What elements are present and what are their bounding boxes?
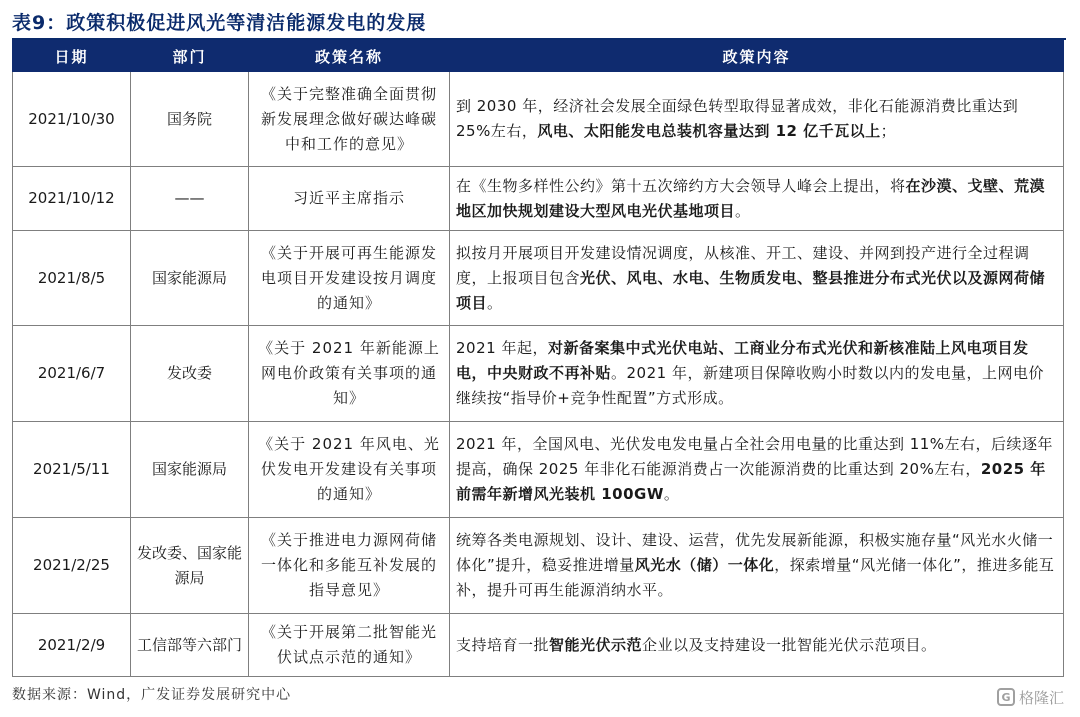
cell-policy-name: 《关于 2021 年风电、光伏发电开发建设有关事项的通知》 [249,422,450,518]
content-text: 到 2030 年，经济社会发展全面绿色转型取得显著成效，非化石能源消费比重达到 25%左右， [456,97,1019,140]
cell-policy-content [450,614,1064,677]
content-highlight: 风光水（储）一体化 [634,556,775,574]
content-highlight: 2025 年前需年新增风光装机 100GW [456,460,1046,503]
cell-dept: 工信部等六部门 [131,614,249,677]
content-highlight: 风电、太阳能发电总装机容量达到 12 亿千瓦以上 [537,122,881,140]
watermark-logo-icon: G [997,688,1015,706]
header-row [13,41,1064,72]
content-text: 。 [487,293,503,312]
header-date: 日期 [13,41,131,72]
cell-policy-name: 《关于开展可再生能源发电项目开发建设按月调度的通知》 [249,231,450,326]
content-text: 拟按月开展项目开发建设情况调度，从核准、开工、建设、并网到投产进行全过程调度，上报项目包含 [456,243,1030,287]
cell-dept: —— [131,167,249,231]
policy-table [12,40,1064,677]
cell-dept: 国家能源局 [131,422,249,518]
content-text: 在《生物多样性公约》第十五次缔约方大会领导人峰会上提出，将 [456,176,906,195]
cell-dept: 国务院 [131,72,249,167]
header-name: 政策名称 [249,41,450,72]
content-text: 统筹各类电源规划、设计、建设、运营，优先发展新能源，积极实施存量“风光水火储一体化”提升，稳妥推进增量 [456,531,1054,574]
cell-policy-name: 习近平主席指示 [249,167,450,231]
cell-policy-name: 《关于 2021 年新能源上网电价政策有关事项的通知》 [249,326,450,422]
table-row [13,614,1064,677]
cell-policy-content [450,231,1064,326]
content-text: ，探索增量“风光储一体化”，推进多能互补，提升可再生能源消纳水平。 [456,556,1055,599]
cell-policy-name: 《关于推进电力源网荷储一体化和多能互补发展的指导意见》 [249,518,450,614]
content-text: 支持培育一批 [456,635,550,654]
cell-date: 2021/10/12 [13,167,131,231]
cell-date: 2021/6/7 [13,326,131,422]
cell-date: 2021/2/9 [13,614,131,677]
content-text: 2021 年，全国风电、光伏发电发电量占全社会用电量的比重达到 11%左右，后续逐年提高，确保 2025 年非化石能源消费占一次能源消费的比重达到 20%左右， [456,435,1054,478]
cell-policy-content [450,422,1064,518]
table-row [13,231,1064,326]
table-row [13,518,1064,614]
content-highlight: 光伏、风电、水电、生物质发电、整县推进分布式光伏以及源网荷储项目 [456,268,1046,312]
cell-dept: 发改委、国家能源局 [131,518,249,614]
table-row [13,72,1064,167]
cell-policy-content [450,72,1064,167]
cell-policy-content [450,518,1064,614]
header-dept: 部门 [131,41,249,72]
watermark-text: 格隆汇 [1018,688,1064,707]
content-text: 企业以及支持建设一批智能光伏示范项目。 [642,635,937,654]
cell-policy-name: 《关于完整准确全面贯彻新发展理念做好碳达峰碳中和工作的意见》 [249,72,450,167]
source-note: 数据来源：Wind，广发证券发展研究中心 [12,687,292,703]
cell-date: 2021/5/11 [13,422,131,518]
header-content: 政策内容 [450,41,1064,72]
table-title: 表9：政策积极促进风光等清洁能源发电的发展 [12,12,427,34]
content-highlight: 对新备案集中式光伏电站、工商业分布式光伏和新核准陆上风电项目发电，中央财政不再补贴 [456,339,1029,382]
cell-policy-content [450,167,1064,231]
content-highlight: 智能光伏示范 [549,635,643,654]
cell-date: 2021/8/5 [13,231,131,326]
content-highlight: 在沙漠、戈壁、荒漠地区加快规划建设大型风电光伏基地项目 [456,176,1046,220]
content-text: 。2021 年，新建项目保障收购小时数以内的发电量，上网电价继续按“指导价+竞争性配置”方式形成。 [456,364,1044,407]
content-text: 。 [735,201,751,220]
table-row [13,326,1064,422]
table-row [13,422,1064,518]
cell-date: 2021/10/30 [13,72,131,167]
cell-policy-content [450,326,1064,422]
content-text: ； [880,122,897,140]
cell-policy-name: 《关于开展第二批智能光伏试点示范的通知》 [249,614,450,677]
cell-dept: 国家能源局 [131,231,249,326]
content-text: 2021 年起， [456,339,548,357]
cell-dept: 发改委 [131,326,249,422]
watermark [997,684,1064,710]
cell-date: 2021/2/25 [13,518,131,614]
table-row [13,167,1064,231]
content-text: 。 [663,485,680,503]
